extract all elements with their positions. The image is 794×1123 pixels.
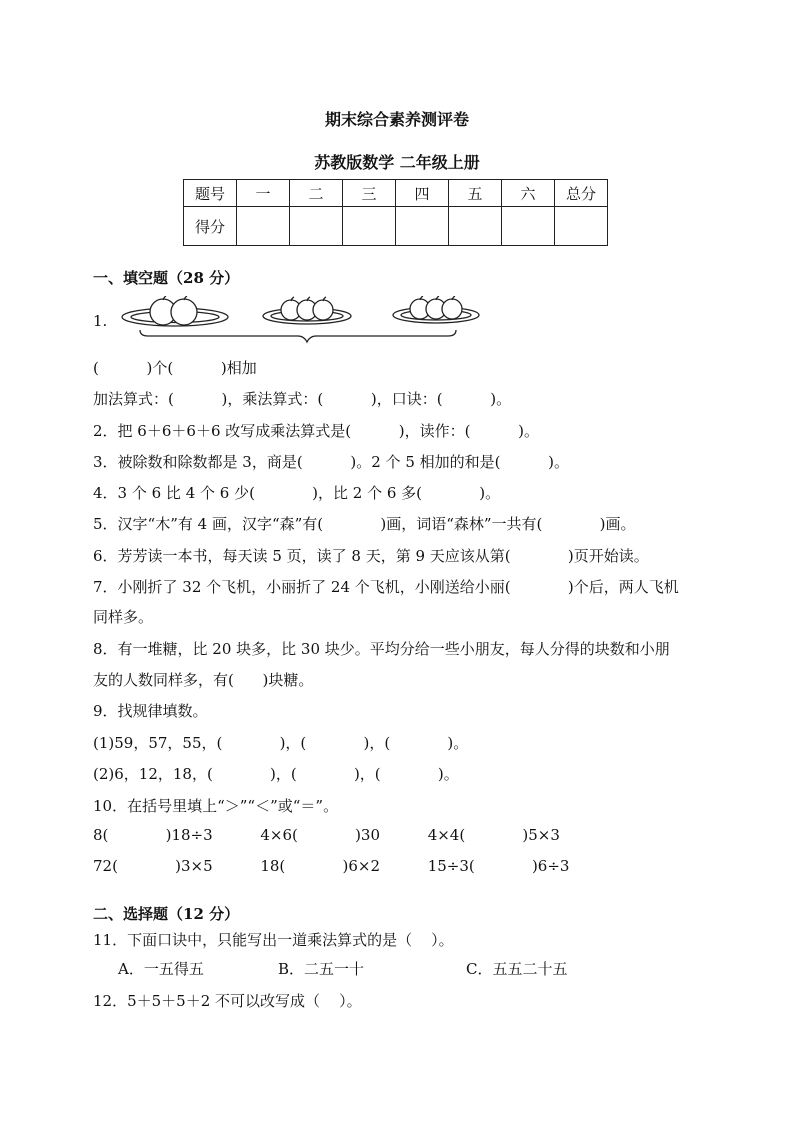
apple-plates-illustration (118, 296, 490, 344)
question-9-part-2: (2)6，12，18，( )，( )，( )。 (93, 765, 459, 783)
score-table-cell: 三 (343, 180, 396, 207)
question-12: 12．5＋5＋5＋2 不可以改写成（ ）。 (93, 992, 362, 1010)
score-input-cell[interactable] (290, 207, 343, 246)
question-8-line-2: 友的人数同样多，有( )块糖。 (93, 671, 314, 689)
score-table (183, 179, 608, 246)
score-input-cell[interactable] (396, 207, 449, 246)
score-input-cell[interactable] (502, 207, 555, 246)
section-2-title: 二、选择题（12 分） (93, 905, 240, 923)
question-11: 11．下面口诀中，只能写出一道乘法算式的是（ ）。 (93, 931, 454, 949)
question-7-line-1: 7．小刚折了 32 个飞机，小丽折了 24 个飞机，小刚送给小丽( )个后，两人飞机 (93, 578, 679, 596)
question-2: 2．把 6＋6＋6＋6 改写成乘法算式是( )，读作：( )。 (93, 422, 540, 440)
question-8-line-1: 8．有一堆糖，比 20 块多，比 30 块少。平均分给一些小朋友，每人分得的块数和小朋 (93, 640, 670, 658)
score-table-cell: 五 (449, 180, 502, 207)
question-1-line-1: ( )个( )相加 (93, 359, 257, 377)
question-5: 5．汉字“木”有 4 画，汉字“森”有( )画，词语“森林”一共有( )画。 (93, 515, 636, 533)
question-1-line-2: 加法算式：( )，乘法算式：( )，口诀：( )。 (93, 390, 512, 408)
score-table-cell: 六 (502, 180, 555, 207)
question-9: 9．找规律填数。 (93, 702, 208, 720)
score-input-cell[interactable] (343, 207, 396, 246)
question-10-row-1: 8( )18÷3 4×6( )30 4×4( )5×3 (93, 826, 560, 844)
question-3: 3．被除数和除数都是 3，商是( )。2 个 5 相加的和是( )。 (93, 453, 570, 471)
apple-icon (171, 299, 197, 325)
score-table-header-row (184, 180, 608, 207)
score-table-cell: 总分 (555, 180, 608, 207)
option-b[interactable]: B．二五一十 (278, 960, 365, 978)
score-input-cell[interactable] (555, 207, 608, 246)
score-table-cell: 四 (396, 180, 449, 207)
apple-icon (313, 300, 333, 320)
question-6: 6．芳芳读一本书，每天读 5 页，读了 8 天，第 9 天应该从第( )页开始读。 (93, 547, 649, 565)
question-7-line-2: 同样多。 (93, 608, 154, 626)
page-title: 期末综合素养测评卷 (324, 110, 469, 129)
score-table-cell: 一 (237, 180, 290, 207)
page-subtitle: 苏教版数学 二年级上册 (314, 153, 480, 172)
score-input-cell[interactable] (449, 207, 502, 246)
question-9-part-1: (1)59，57，55，( )，( )，( )。 (93, 734, 469, 752)
brace-icon (140, 330, 456, 342)
score-table-score-row (184, 207, 608, 246)
score-table-cell: 二 (290, 180, 343, 207)
apple-icon (442, 299, 462, 319)
section-1-title: 一、填空题（28 分） (93, 269, 240, 287)
score-table-cell: 题号 (184, 180, 237, 207)
option-a[interactable]: A．一五得五 (118, 960, 204, 978)
question-1-number: 1. (93, 312, 108, 330)
question-10-row-2: 72( )3×5 18( )6×2 15÷3( )6÷3 (93, 857, 570, 875)
option-c[interactable]: C．五五二十五 (466, 960, 568, 978)
question-4: 4．3 个 6 比 4 个 6 少( )，比 2 个 6 多( )。 (93, 484, 501, 502)
question-10: 10．在括号里填上“＞”“＜”或“＝”。 (93, 797, 339, 815)
score-input-cell[interactable] (237, 207, 290, 246)
score-row-label: 得分 (184, 207, 237, 246)
